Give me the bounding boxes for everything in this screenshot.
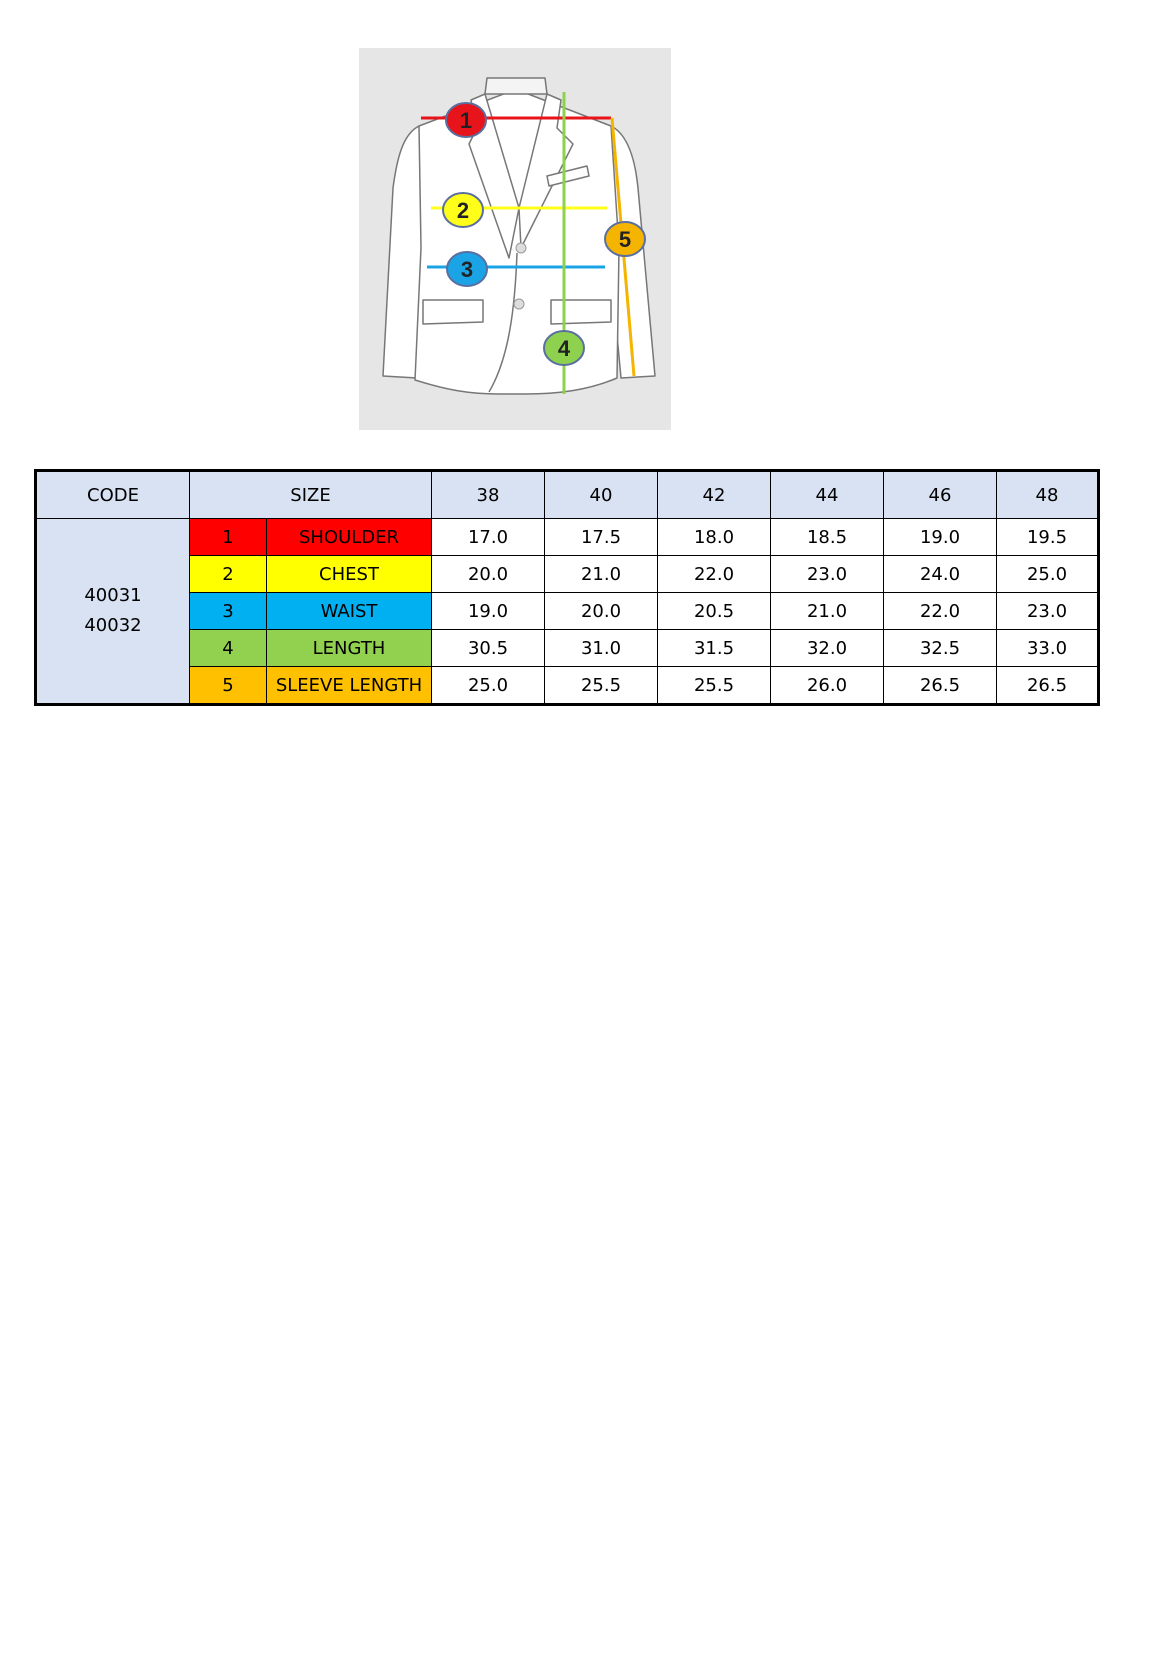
marker-3 xyxy=(447,252,487,286)
value-cell: 23.0 xyxy=(997,593,1099,630)
value-cell: 33.0 xyxy=(997,630,1099,667)
product-code: 40032 xyxy=(84,615,142,636)
size-col-38: 38 xyxy=(432,471,545,519)
value-cell: 32.5 xyxy=(884,630,997,667)
product-codes xyxy=(36,519,190,705)
measure-label: LENGTH xyxy=(267,630,432,667)
table-row xyxy=(36,593,1099,630)
value-cell: 17.5 xyxy=(545,519,658,556)
svg-text:3: 3 xyxy=(460,257,474,282)
marker-5 xyxy=(605,222,645,256)
value-cell: 20.5 xyxy=(658,593,771,630)
measure-number: 5 xyxy=(190,667,267,705)
value-cell: 26.0 xyxy=(771,667,884,705)
size-header: SIZE xyxy=(190,471,432,519)
value-cell: 19.5 xyxy=(997,519,1099,556)
value-cell: 20.0 xyxy=(432,556,545,593)
value-cell: 19.0 xyxy=(884,519,997,556)
code-header: CODE xyxy=(36,471,190,519)
svg-text:2: 2 xyxy=(456,198,470,223)
svg-text:4: 4 xyxy=(557,336,571,361)
table-row xyxy=(36,556,1099,593)
size-col-48: 48 xyxy=(997,471,1099,519)
size-col-40: 40 xyxy=(545,471,658,519)
jacket-measurement-diagram xyxy=(359,48,671,430)
value-cell: 22.0 xyxy=(884,593,997,630)
table-row xyxy=(36,630,1099,667)
marker-2 xyxy=(443,193,483,227)
marker-4 xyxy=(544,331,584,365)
measure-label: CHEST xyxy=(267,556,432,593)
value-cell: 25.5 xyxy=(658,667,771,705)
value-cell: 31.5 xyxy=(658,630,771,667)
value-cell: 26.5 xyxy=(884,667,997,705)
table-row xyxy=(36,667,1099,705)
size-chart-table xyxy=(34,469,1100,706)
measure-label: WAIST xyxy=(267,593,432,630)
value-cell: 21.0 xyxy=(771,593,884,630)
size-col-46: 46 xyxy=(884,471,997,519)
value-cell: 25.0 xyxy=(432,667,545,705)
value-cell: 24.0 xyxy=(884,556,997,593)
measure-number: 3 xyxy=(190,593,267,630)
button-lower xyxy=(514,299,524,309)
value-cell: 25.0 xyxy=(997,556,1099,593)
header-row xyxy=(36,471,1099,519)
value-cell: 31.0 xyxy=(545,630,658,667)
value-cell: 25.5 xyxy=(545,667,658,705)
value-cell: 21.0 xyxy=(545,556,658,593)
size-col-42: 42 xyxy=(658,471,771,519)
table-row xyxy=(36,519,1099,556)
value-cell: 18.0 xyxy=(658,519,771,556)
value-cell: 26.5 xyxy=(997,667,1099,705)
value-cell: 19.0 xyxy=(432,593,545,630)
svg-text:5: 5 xyxy=(618,227,632,252)
value-cell: 32.0 xyxy=(771,630,884,667)
value-cell: 23.0 xyxy=(771,556,884,593)
button-upper xyxy=(516,243,526,253)
measure-number: 4 xyxy=(190,630,267,667)
measure-number: 2 xyxy=(190,556,267,593)
measure-label: SHOULDER xyxy=(267,519,432,556)
value-cell: 17.0 xyxy=(432,519,545,556)
size-col-44: 44 xyxy=(771,471,884,519)
measure-label: SLEEVE LENGTH xyxy=(267,667,432,705)
marker-1 xyxy=(446,103,486,137)
measure-number: 1 xyxy=(190,519,267,556)
value-cell: 22.0 xyxy=(658,556,771,593)
product-code: 40031 xyxy=(84,585,142,606)
value-cell: 20.0 xyxy=(545,593,658,630)
svg-text:1: 1 xyxy=(459,108,473,133)
value-cell: 18.5 xyxy=(771,519,884,556)
value-cell: 30.5 xyxy=(432,630,545,667)
